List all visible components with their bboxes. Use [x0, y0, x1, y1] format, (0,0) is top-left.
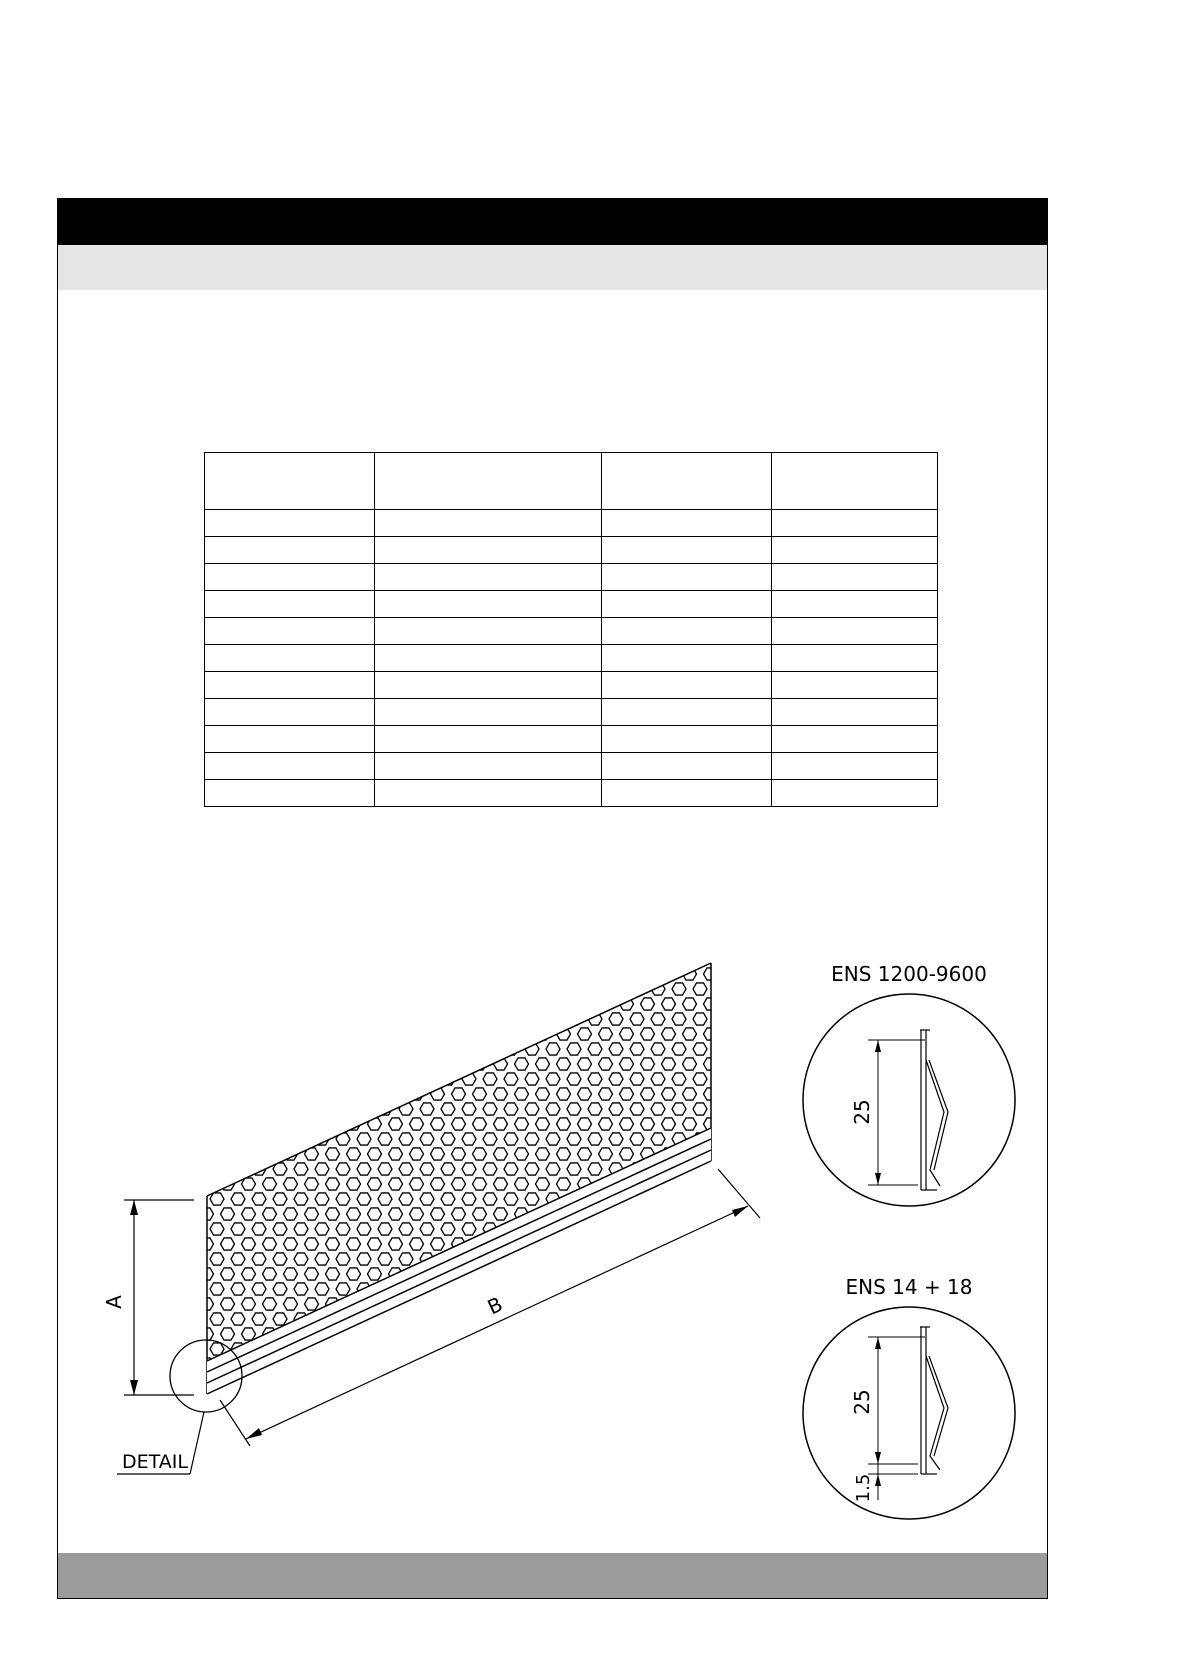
footer-bar [58, 1553, 1047, 1598]
detail-label: DETAIL [122, 1451, 188, 1473]
detail-2-title: ENS 14 + 18 [845, 1275, 973, 1299]
dimension-a-label: A [102, 1295, 126, 1309]
dimension-b-label: B [483, 1291, 507, 1320]
detail-2-small-dimension: 1.5 [853, 1473, 874, 1503]
detail-ens-1200-9600 [803, 962, 1015, 1206]
detail-2-dimension: 25 [850, 1389, 874, 1415]
dimension-a [102, 1200, 194, 1395]
detail-ens-14-18 [803, 1275, 1015, 1519]
detail-1-title: ENS 1200-9600 [831, 962, 987, 986]
detail-1-dimension: 25 [850, 1099, 874, 1125]
